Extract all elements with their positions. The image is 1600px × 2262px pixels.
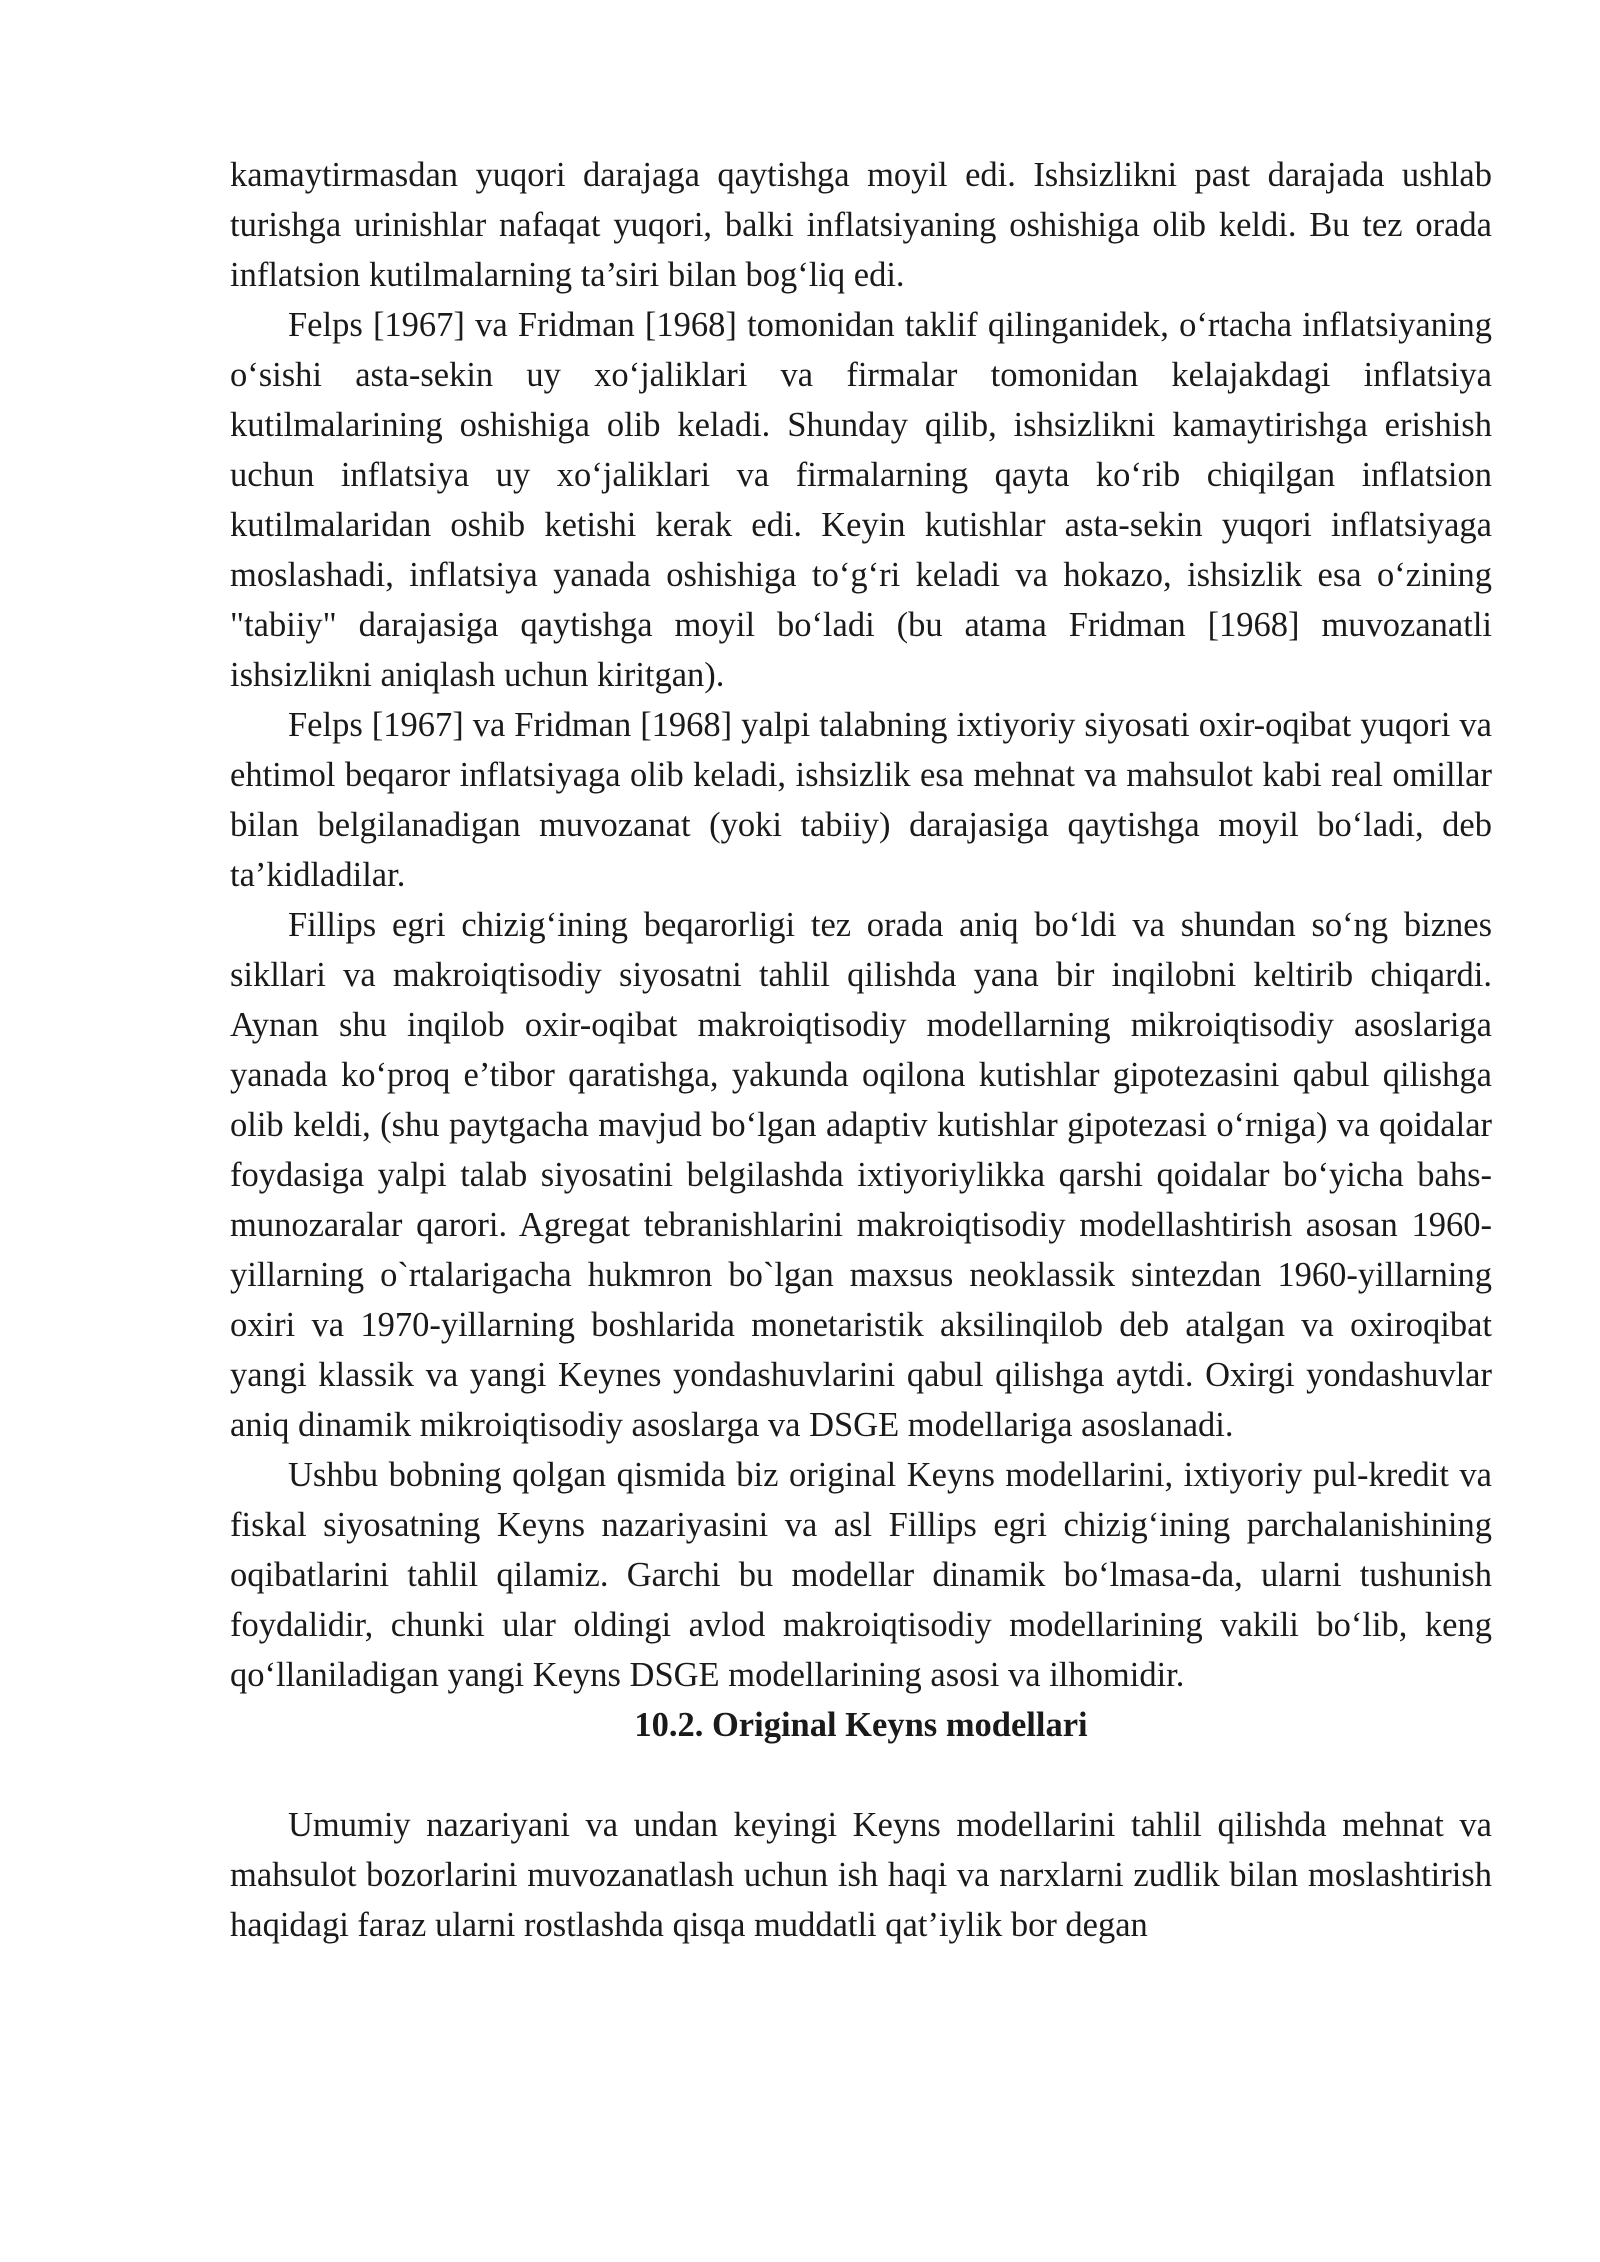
document-page [230, 150, 1492, 1950]
paragraph-felps-fridman-expectations: Felps [1967] va Fridman [1968] tomonidan taklif qilinganidek, o‘rtacha inflatsiyaning o‘sishi asta-sekin uy xo‘jaliklari va firmalar tomonidan kelajakdagi inflatsiya kutilmalarining oshishiga olib keladi. Shunday qilib, ishsizlikni kamaytirishga erishish uchun inflatsiya uy xo‘jaliklari va firmalarning qayta ko‘rib chiqilgan inflatsion kutilmalaridan oshib ketishi kerak edi. Keyin kutishlar asta-sekin yuqori inflatsiyaga moslashadi, inflatsiya yanada oshishiga to‘g‘ri keladi va hokazo, ishsizlik esa o‘zining "tabiiy" darajasiga qaytishga moyil bo‘ladi (bu atama Fridman [1968] muvozanatli ishsizlikni aniqlash uchun kiritgan). [230, 306, 1492, 694]
paragraph-general-theory: Umumiy nazariyani va undan keyingi Keyns modellarini tahlil qilishda mehnat va mahsulot bozorlarini muvozanatlash uchun ish haqi va narxlarni zudlik bilan moslashtirish haqidagi faraz ularni rostlashda qisqa muddatli qat’iylik bor degan [230, 1806, 1492, 1944]
paragraph-continuation: kamaytirmasdan yuqori darajaga qaytishga moyil edi. Ishsizlikni past darajada ushlab turishga urinishlar nafaqat yuqori, balki inflatsiyaning oshishiga olib keldi. Bu tez orada inflatsion kutilmalarning ta’siri bilan bog‘liq edi. [230, 156, 1492, 294]
paragraph-chapter-outline: Ushbu bobning qolgan qismida biz original Keyns modellarini, ixtiyoriy pul-kredit va fiskal siyosatning Keyns nazariyasini va asl Fillips egri chizig‘ining parchalanishining oqibatlarini tahlil qilamiz. Garchi bu modellar dinamik bo‘lmasa-da, ularni tushunish foydalidir, chunki ular oldingi avlod makroiqtisodiy modellarining vakili bo‘lib, keng qo‘llaniladigan yangi Keyns DSGE modellarining asosi va ilhomidir. [230, 1456, 1492, 1694]
paragraph-felps-fridman-policy: Felps [1967] va Fridman [1968] yalpi talabning ixtiyoriy siyosati oxir-oqibat yuqori va ehtimol beqaror inflatsiyaga olib keladi, ishsizlik esa mehnat va mahsulot kabi real omillar bilan belgilanadigan muvozanat (yoki tabiiy) darajasiga qaytishga moyil bo‘ladi, deb ta’kidladilar. [230, 706, 1492, 894]
heading-spacer [230, 1750, 1492, 1800]
paragraph-phillips-curve-instability: Fillips egri chizig‘ining beqarorligi tez orada aniq bo‘ldi va shundan so‘ng biznes sikllari va makroiqtisodiy siyosatni tahlil qilishda yana bir inqilobni keltirib chiqardi. Aynan shu inqilob oxir-oqibat makroiqtisodiy modellarning mikroiqtisodiy asoslariga yanada ko‘proq e’tibor qaratishga, yakunda oqilona kutishlar gipotezasini qabul qilishga olib keldi, (shu paytgacha mavjud bo‘lgan adaptiv kutishlar gipotezasi o‘rniga) va qoidalar foydasiga yalpi talab siyosatini belgilashda ixtiyoriylikka qarshi qoidalar bo‘yicha bahs-munozaralar qarori. Agregat tebranishlarini makroiqtisodiy modellashtirish asosan 1960- yillarning o`rtalarigacha hukmron bo`lgan maxsus neoklassik sintezdan 1960-yillarning oxiri va 1970-yillarning boshlarida monetaristik aksilinqilob deb atalgan va oxiroqibat yangi klassik va yangi Keynes yondashuvlarini qabul qilishga aytdi. Oxirgi yondashuvlar aniq dinamik mikroiqtisodiy asoslarga va DSGE modellariga asoslanadi. [230, 906, 1492, 1444]
section-heading: 10.2. Original Keyns modellari [634, 1706, 1088, 1744]
